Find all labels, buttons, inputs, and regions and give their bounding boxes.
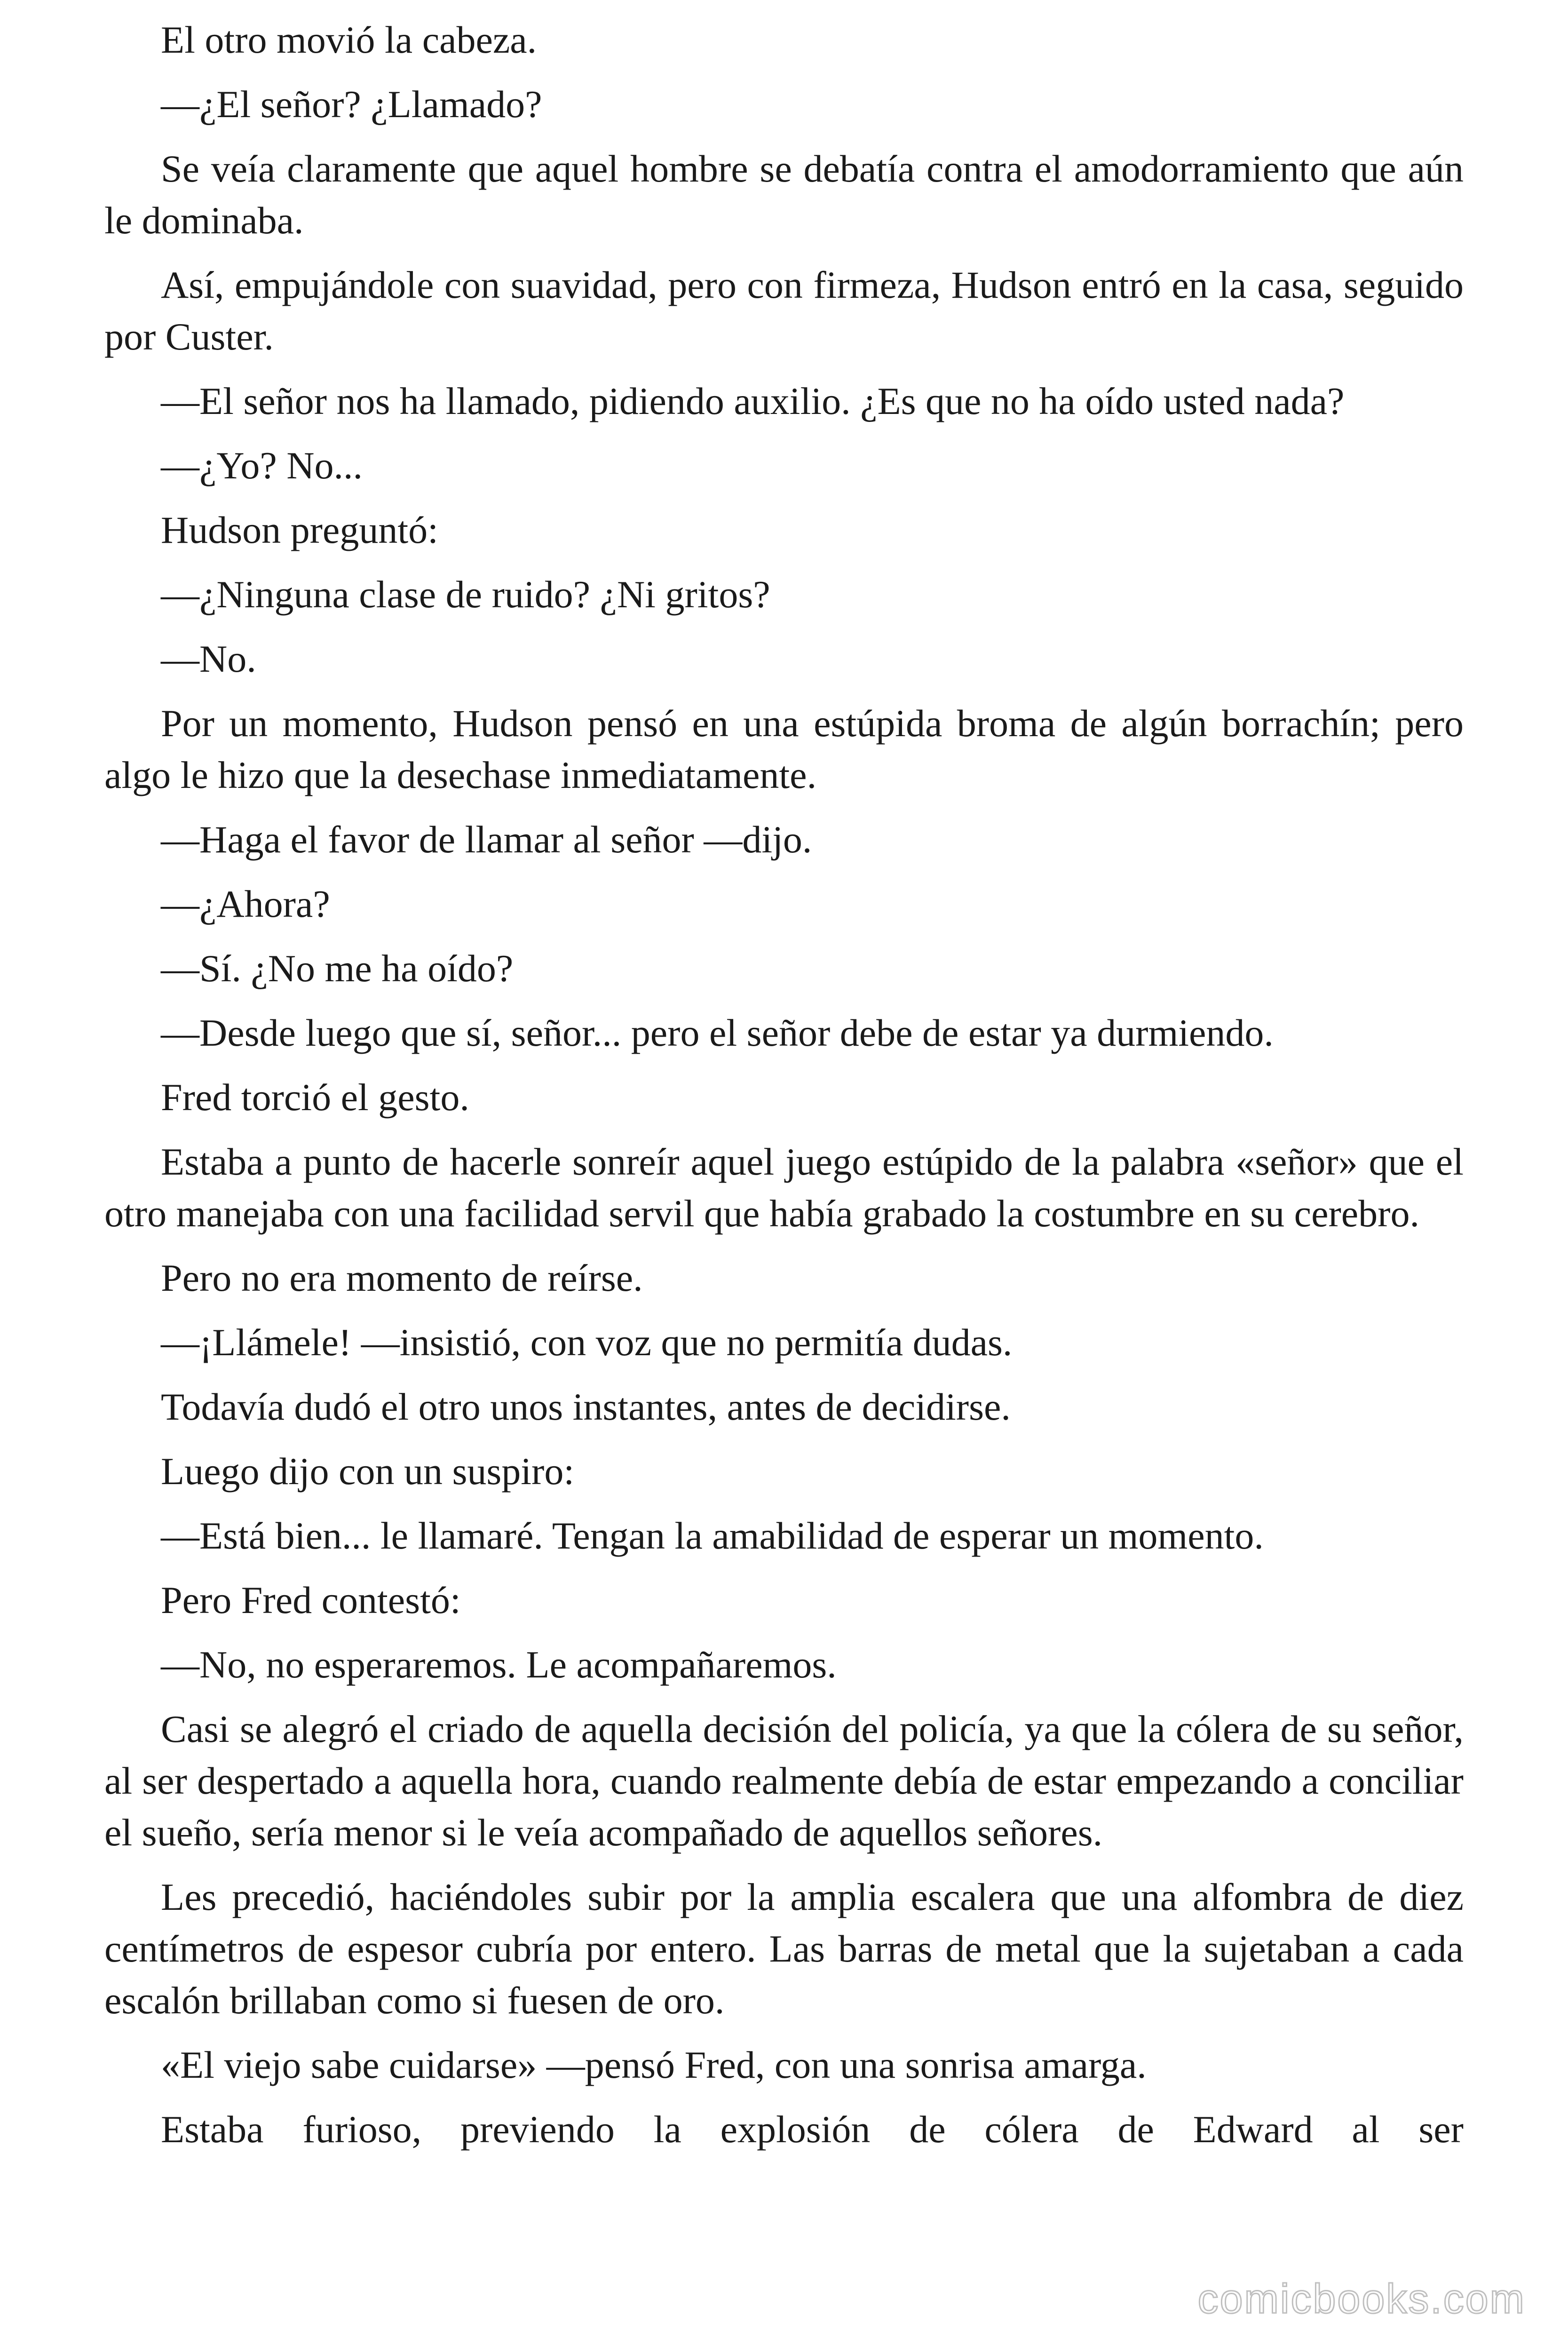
paragraph: Fred torció el gesto. — [161, 1076, 469, 1119]
paragraph: Se veía claramente que aquel hombre se debatía contra el amodorramiento que aún le dominaba. — [104, 147, 1464, 242]
watermark-text: comicbooks.com — [1197, 2275, 1526, 2322]
book-page-text — [104, 14, 1464, 2168]
paragraph: —No. — [161, 637, 256, 680]
paragraph: —¿Ninguna clase de ruido? ¿Ni gritos? — [161, 573, 770, 616]
paragraph: Les precedió, haciéndoles subir por la amplia escalera que una alfombra de diez centímetros de espesor cubría por entero. Las barras de metal que la sujetaban a cada escalón brillaban como si fuesen de oro. — [104, 1875, 1464, 2022]
paragraph: Estaba a punto de hacerle sonreír aquel juego estúpido de la palabra «señor» que el otro manejaba con una facilidad servil que había grabado la costumbre en su cerebro. — [104, 1140, 1464, 1235]
paragraph: Todavía dudó el otro unos instantes, antes de decidirse. — [161, 1385, 1011, 1428]
paragraph: Hudson preguntó: — [161, 509, 438, 551]
paragraph: —No, no esperaremos. Le acompañaremos. — [161, 1643, 837, 1686]
paragraph: Casi se alegró el criado de aquella decisión del policía, ya que la cólera de su señor, al ser despertado a aquella hora, cuando realmente debía de estar empezando a conciliar el sueño, sería menor si le veía acompañado de aquellos señores. — [104, 1708, 1464, 1854]
paragraph: Por un momento, Hudson pensó en una estúpida broma de algún borrachín; pero algo le hizo que la desechase inmediatamente. — [104, 702, 1464, 796]
paragraph: Pero no era momento de reírse. — [161, 1256, 643, 1299]
paragraph-last-partial: Estaba furioso, previendo la explosión de cólera de Edward al ser — [161, 2108, 1464, 2151]
paragraph: Pero Fred contestó: — [161, 1579, 461, 1621]
paragraph: —Está bien... le llamaré. Tengan la amabilidad de esperar un momento. — [161, 1514, 1264, 1557]
paragraph: —Sí. ¿No me ha oído? — [161, 947, 514, 990]
paragraph: «El viejo sabe cuidarse» —pensó Fred, con una sonrisa amarga. — [161, 2043, 1147, 2086]
paragraph: —Haga el favor de llamar al señor —dijo. — [161, 818, 812, 861]
paragraph: El otro movió la cabeza. — [161, 18, 537, 61]
paragraph: —¿El señor? ¿Llamado? — [161, 83, 542, 126]
paragraph: Así, empujándole con suavidad, pero con firmeza, Hudson entró en la casa, seguido por Custer. — [104, 263, 1464, 358]
paragraph: —Desde luego que sí, señor... pero el señor debe de estar ya durmiendo. — [161, 1011, 1274, 1054]
paragraph: —¿Ahora? — [161, 882, 330, 925]
paragraph: Luego dijo con un suspiro: — [161, 1450, 575, 1493]
paragraph: —¡Llámele! —insistió, con voz que no permitía dudas. — [161, 1321, 1013, 1364]
paragraph: —¿Yo? No... — [161, 444, 363, 487]
paragraph: —El señor nos ha llamado, pidiendo auxilio. ¿Es que no ha oído usted nada? — [161, 380, 1345, 422]
